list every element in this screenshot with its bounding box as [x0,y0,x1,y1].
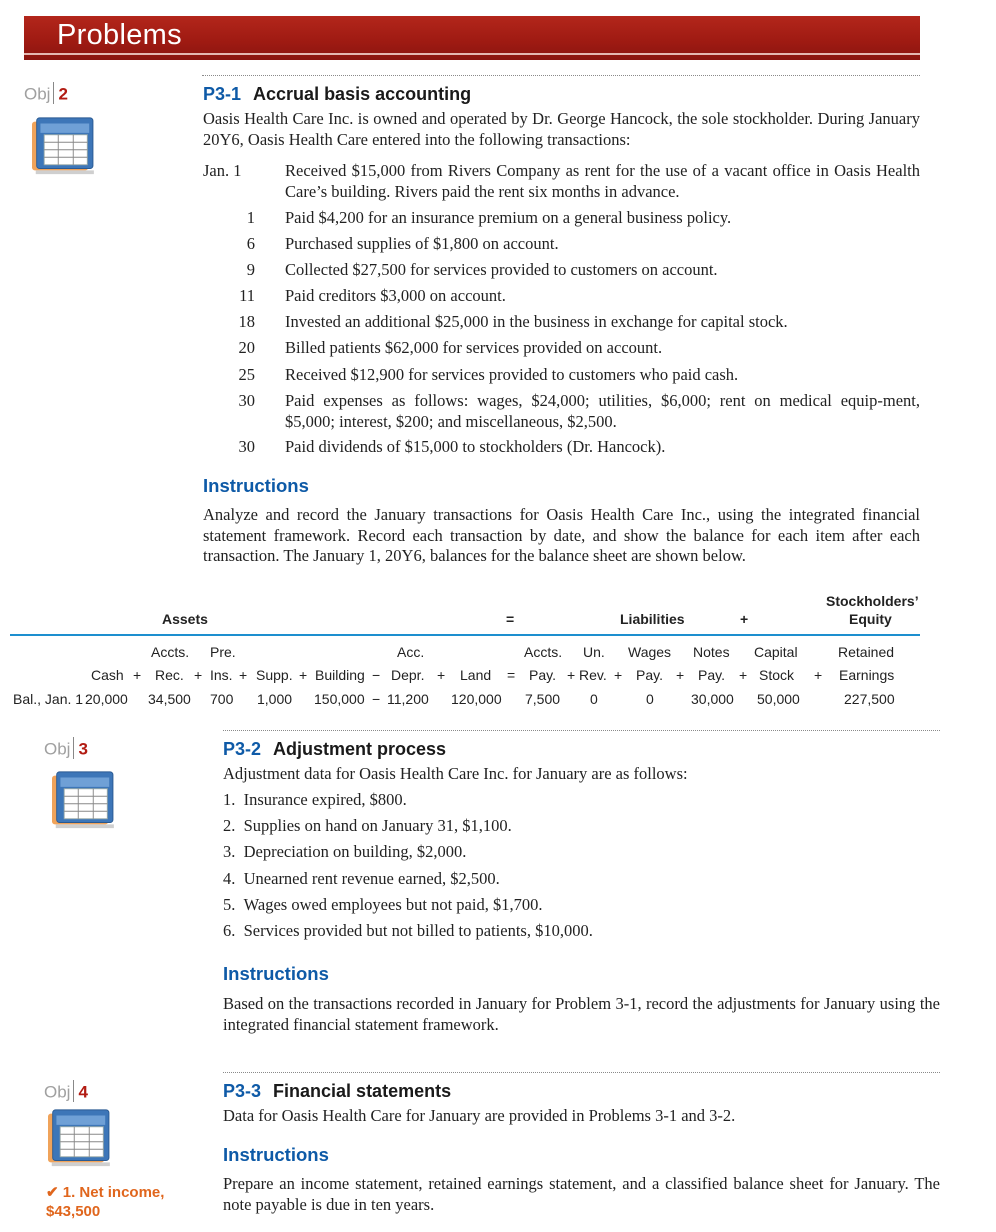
transaction-text: Paid expenses as follows: wages, $24,000; utilities, $6,000; rent on medical equip-ment, $5,000; interest, $200; and miscellaneous, $2,500. [285,391,920,431]
transaction-date: 30 [238,391,255,410]
balance-value: 30,000 [691,691,734,707]
transaction-text: Paid $4,200 for an insurance premium on a general business policy. [285,208,732,227]
answer-check: ✔ 1. Net income, $43,500 [46,1184,165,1220]
operator: + [614,667,623,683]
instructions-heading: Instructions [223,963,329,984]
problem-number: P3-1 [203,84,242,104]
operator: + [437,667,446,683]
objective-tag [44,1082,88,1104]
transaction-date: 6 [246,234,255,253]
problem-heading: Accrual basis accounting [253,84,472,104]
assets-header: Assets [162,611,208,627]
col-header: Un. [583,644,605,660]
transaction-text: Paid dividends of $15,000 to stockholders (Dr. Hancock). [285,437,666,456]
col-header: Building [315,667,365,683]
col-header: Retained [838,644,895,660]
balance-value: 0 [590,691,598,707]
instructions-text: Prepare an income statement, retained earnings statement, and a classified balance sheet for January. The note payable is due in ten years. [223,1174,940,1214]
transaction-text: Purchased supplies of $1,800 on account. [285,234,559,253]
transaction-date: 18 [238,312,255,331]
adjustment-item: 1. Insurance expired, $800. [223,790,407,809]
transaction-text: Collected $27,500 for services provided to customers on account. [285,260,718,279]
col-header: Pay. [636,667,663,683]
transaction-date: 30 [238,437,255,456]
objective-label: Obj [44,1082,71,1102]
col-header: Supp. [256,667,293,683]
objective-number: 3 [78,739,88,759]
col-header: Depr. [391,667,425,683]
operator: − [372,667,381,683]
liabilities-header: Liabilities [620,611,685,627]
spreadsheet-icon [42,1108,114,1168]
balance-label: Bal., Jan. 1 [13,691,84,707]
transaction-date: 1 [246,208,255,227]
operator: + [239,667,248,683]
operator: + [299,667,308,683]
balance-value: 20,000 [85,691,128,707]
section-title: Problems [57,19,182,51]
col-header: Accts. [524,644,563,660]
col-header: Rev. [579,667,607,683]
spreadsheet-icon [46,770,118,830]
problem-title [203,84,471,105]
balance-value: 7,500 [525,691,561,707]
instructions-heading: Instructions [223,1144,329,1165]
problem-title [223,739,446,760]
problem-intro: Oasis Health Care Inc. is owned and operated by Dr. George Hancock, the sole stockholder. During January 20Y6, Oasis Health Care entered into the following transactions: [203,109,920,149]
plus-sign: + [740,611,749,627]
equity-header-line2: Equity [849,611,892,627]
problem-heading: Adjustment process [273,739,447,759]
col-header: Pay. [698,667,725,683]
adjustment-item: 6. Services provided but not billed to patients, $10,000. [223,921,593,940]
operator: + [133,667,142,683]
col-header: Cash [91,667,124,683]
objective-label: Obj [44,739,71,759]
operator: + [194,667,203,683]
col-header: Capital [754,644,798,660]
col-header: Pay. [529,667,556,683]
col-header: Notes [693,644,730,660]
instructions-text: Analyze and record the January transactions for Oasis Health Care Inc., using the integrated financial statement framework. Record each transaction by date, and show the balance for each item after each transaction. The January 1, 20Y6, balances for the balance sheet are shown below. [203,505,920,565]
adjustment-item: 3. Depreciation on building, $2,000. [223,842,467,861]
balance-value: 0 [646,691,654,707]
transaction-date: Jan. 1 [203,161,242,180]
objective-label: Obj [24,84,51,104]
objective-number: 4 [78,1082,88,1102]
operator: − [372,691,381,707]
banner-underline [24,53,920,55]
equals-sign: = [506,611,515,627]
operator: = [507,667,516,683]
spreadsheet-icon [26,116,98,176]
operator: + [739,667,748,683]
transaction-date: 9 [246,260,255,279]
col-header: Ins. [210,667,233,683]
problem-heading: Financial statements [273,1081,452,1101]
problem-intro: Data for Oasis Health Care for January are provided in Problems 3-1 and 3-2. [223,1106,736,1125]
problem-number: P3-2 [223,739,262,759]
instructions-heading: Instructions [203,475,309,496]
balance-value: 227,500 [844,691,895,707]
adjustment-item: 2. Supplies on hand on January 31, $1,100. [223,816,512,835]
col-header: Pre. [210,644,236,660]
adjustment-item: 4. Unearned rent revenue earned, $2,500. [223,869,500,888]
operator: + [814,667,823,683]
adjustment-item: 5. Wages owed employees but not paid, $1,700. [223,895,543,914]
instructions-text: Based on the transactions recorded in January for Problem 3-1, record the adjustments for January using the integrated financial statement framework. [223,994,940,1034]
col-header: Earnings [839,667,895,683]
col-header: Land [460,667,492,683]
operator: + [676,667,685,683]
transaction-text: Paid creditors $3,000 on account. [285,286,506,305]
balance-value: 120,000 [451,691,502,707]
objective-tag [44,739,88,761]
header-rule [10,634,920,636]
balance-value: 11,200 [387,691,429,707]
balance-value: 50,000 [757,691,800,707]
col-header: Acc. [397,644,425,660]
transaction-text: Received $12,900 for services provided to customers who paid cash. [285,365,739,384]
transaction-date: 20 [238,338,255,357]
objective-tag [24,84,68,106]
transaction-date: 25 [238,365,255,384]
balance-value: 700 [210,691,234,707]
col-header: Accts. [151,644,190,660]
col-header: Stock [759,667,795,683]
transaction-text: Invested an additional $25,000 in the business in exchange for capital stock. [285,312,788,331]
col-header: Rec. [155,667,184,683]
problem-number: P3-3 [223,1081,262,1101]
balance-value: 150,000 [314,691,365,707]
equity-header-line1: Stockholders’ [826,593,919,609]
transaction-date: 11 [239,286,255,305]
checkmark-icon: ✔ [46,1184,59,1201]
divider [223,1072,940,1073]
transaction-text: Billed patients $62,000 for services provided on account. [285,338,663,357]
transaction-text: Received $15,000 from Rivers Company as rent for the use of a vacant office in Oasis Health Care’s building. Rivers paid the rent six months in advance. [285,161,920,201]
problem-intro: Adjustment data for Oasis Health Care Inc. for January are as follows: [223,764,688,783]
divider [223,730,940,731]
objective-number: 2 [58,84,68,104]
balance-value: 34,500 [148,691,191,707]
operator: + [567,667,576,683]
balance-value: 1,000 [257,691,293,707]
col-header: Wages [628,644,672,660]
divider [202,75,920,76]
problem-title [223,1081,451,1102]
